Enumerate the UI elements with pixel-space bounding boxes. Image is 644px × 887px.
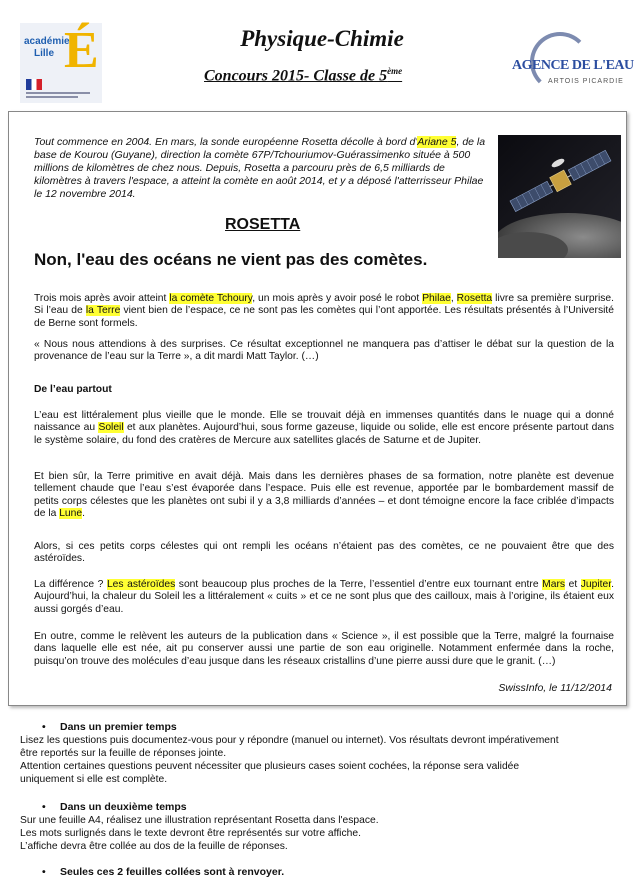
text-segment: « Nous nous attendions à des surprises. Ce résultat exceptionnel ne manquera pas d’attiser le débat sur la question de la provenance de l’eau sur la Terre », a dit mardi Matt Taylor. (…) <box>34 339 614 363</box>
text-segment: Tout commence en 2004. En mars, la sonde européenne Rosetta décolle à bord d' <box>34 136 418 148</box>
rosetta-probe-image <box>498 135 621 258</box>
highlighted-word: Lune <box>59 508 83 520</box>
highlighted-word: Philae <box>422 293 451 304</box>
text-segment: sont beaucoup plus proches de la Terre, l’essentiel d’entre eux tournant entre <box>175 579 543 590</box>
highlighted-word: la Terre <box>85 305 121 317</box>
step1-line-1: Lisez les questions puis documentez-vous pour y répondre (manuel ou internet). Vos résultats devront impérativement <box>20 735 559 746</box>
section-heading: De l’eau partout <box>34 384 112 395</box>
paragraph-2 <box>34 339 614 364</box>
subtitle-sup: ème <box>387 66 403 76</box>
text-segment: Trois mois après avoir atteint <box>34 293 170 304</box>
step2-line-2: Les mots surlignés dans le texte devront être représentés sur votre affiche. <box>20 828 361 839</box>
step1-line-2: être reportés sur la feuille de réponses jointe. <box>20 748 227 759</box>
step1-line-4: uniquement si elle est complète. <box>20 774 168 785</box>
logo-left-line2: Lille <box>34 48 55 59</box>
text-segment: et <box>565 579 581 590</box>
step2-line-1: Sur une feuille A4, réalisez une illustration représentant Rosetta dans l'espace. <box>20 815 379 826</box>
step1-line-3: Attention certaines questions peuvent nécessiter que plusieurs cases soient cochées, la réponse sera validée <box>20 761 520 772</box>
text-segment: et aux planètes. Aujourd’hui, sous forme gazeuse, liquide ou solide, elle est encore présente partout dans le système solaire, du fond des cratères de Mercure aux satellites glacés de Saturne et de Jupiter. <box>34 422 614 446</box>
highlighted-word: Jupiter <box>580 579 612 590</box>
text-segment: vient bien de l’espace, ce ne sont pas les comètes qui l’ont apportée. Les résultats présentés à l’Université de Berne sont formels. <box>34 305 614 329</box>
text-segment: La différence ? <box>34 579 107 590</box>
page-title: Physique-Chimie <box>240 26 404 51</box>
text-segment: . Aujourd’hui, la chaleur du Soleil les a littéralement « cuits » et ce ne sont plus que des cailloux, mais à l’origine, ils étaient eux aussi gorgés d’eau. <box>34 579 614 615</box>
text-segment: L’eau est littéralement plus vieille que le monde. Elle se trouvait déjà en immenses quantités dans le nuage qui a donné naissance au <box>34 410 614 434</box>
text-segment: , <box>450 293 457 304</box>
text-segment: Alors, si ces petits corps célestes qui ont rempli les océans n’étaient pas des comètes, ce ne pouvaient être que des astéroïdes. <box>34 541 614 565</box>
logo-e-icon: É <box>64 22 99 79</box>
logo-right-name: AGENCE DE L'EAU <box>512 58 634 73</box>
highlighted-word: Rosetta <box>456 293 493 304</box>
highlighted-word: Les astéroïdes <box>106 579 176 590</box>
article-frame <box>8 111 627 706</box>
step1-title: • Dans un premier temps <box>42 721 177 733</box>
paragraph-6 <box>34 579 614 616</box>
agence-de-l-eau-logo <box>512 28 634 98</box>
text-segment: , un mois après y avoir posé le robot <box>252 293 423 304</box>
bullet-icon: • <box>42 721 46 733</box>
page-subtitle: Concours 2015- Classe de 5ème <box>204 66 403 85</box>
highlighted-word: Soleil <box>98 422 124 434</box>
logo-left-line1: académie <box>24 36 70 47</box>
article-headline: Non, l'eau des océans ne vient pas des comètes. <box>34 250 428 269</box>
logo-right-sub: ARTOIS PICARDIE <box>548 78 624 85</box>
highlighted-word: Ariane 5 <box>417 136 457 148</box>
text-segment: . <box>82 508 85 520</box>
rosetta-title: ROSETTA <box>225 216 301 233</box>
highlighted-word: Mars <box>542 579 566 590</box>
article-source: SwissInfo, le 11/12/2014 <box>498 682 612 694</box>
paragraph-4 <box>34 471 614 521</box>
highlighted-word: la comète Tchoury <box>169 293 253 304</box>
text-segment: , de la base de Kourou (Guyane), direction la comète 67P/Tchouriumov-Guérassimenko située à 500 millions de kilomètres de chez nous. Depuis, Rosetta a parcouru près de 6,5 milliards de kilomètres à travers l'espace, a atteint la comète en août 2014, et y a déposé l'atterrisseur Philae le 12 novembre 2014. <box>34 136 486 200</box>
bullet-icon: • <box>42 866 46 878</box>
paragraph-3 <box>34 410 614 447</box>
paragraph-5 <box>34 541 614 566</box>
text-segment: En outre, comme le relèvent les auteurs de la publication dans « Science », il est possible que la Terre, malgré la fournaise dans laquelle elle est née, ait pu conserver aussi une partie de son eau originelle. Notamment enfermée dans la roche, puisqu’on trouve des molécules d’eau jusque dans les réseaux cristallins d’une pierre aussi dure que le granit. (…) <box>34 631 614 667</box>
intro-paragraph <box>34 136 489 201</box>
text-segment: Et bien sûr, la Terre primitive en avait déjà. Mais dans les dernières phases de sa formation, notre planète est devenue tellement chaude que l’eau s’est évaporée dans l’espace. Puis elle est revenue, apportée par le bombardement massif de petits corps célestes que les planètes ont subi il y a 3,8 milliards d’années – et dont témoigne encore la face criblée d’impacts de la <box>34 471 614 520</box>
french-flag-icon <box>26 79 42 90</box>
step2-title: • Dans un deuxième temps <box>42 801 187 813</box>
paragraph-7 <box>34 631 614 668</box>
text-segment: livre sa première surprise. Si l’eau de <box>34 293 614 317</box>
paragraph-1 <box>34 293 614 330</box>
step3-title: • Seules ces 2 feuilles collées sont à renvoyer. <box>42 866 285 878</box>
bullet-icon: • <box>42 801 46 813</box>
step2-line-3: L’affiche devra être collée au dos de la feuille de réponses. <box>20 841 288 852</box>
